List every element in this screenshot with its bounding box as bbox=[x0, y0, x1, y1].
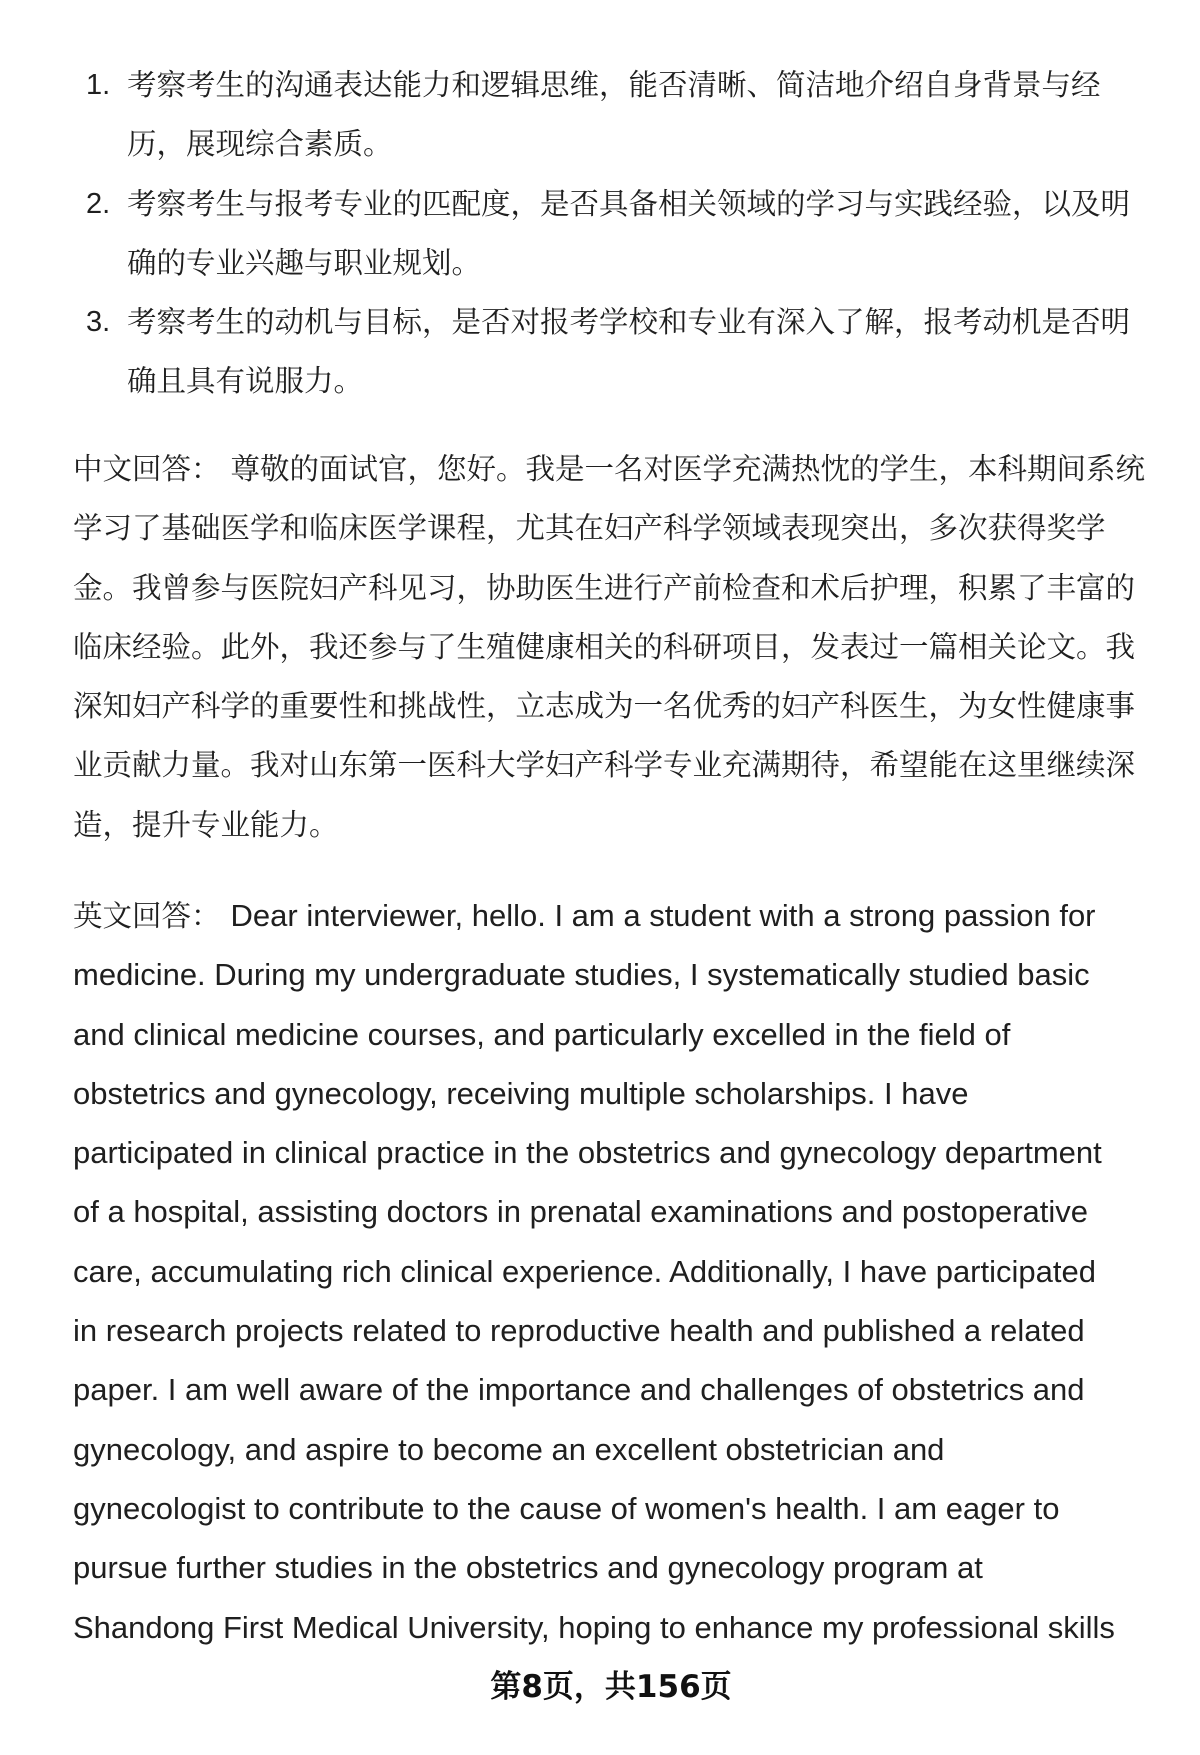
list-item bbox=[0, 175, 1200, 294]
chinese-answer-label: 中文回答： bbox=[73, 452, 221, 486]
text-line: 学习了基础医学和临床医学课程，尤其在妇产科学领域表现突出，多次获得奖学 bbox=[73, 511, 1106, 546]
text-line: obstetrics and gynecology, receiving multiple scholarships. I have bbox=[73, 1075, 969, 1111]
text-line: and clinical medicine courses, and particularly excelled in the field of bbox=[73, 1016, 1011, 1052]
text-line: 金。我曾参与医院妇产科见习，协助医生进行产前检查和术后护理，积累了丰富的 bbox=[73, 570, 1136, 605]
text-line: 确的专业兴趣与职业规划。 bbox=[127, 245, 482, 280]
text-line: of a hospital, assisting doctors in prenatal examinations and postoperative bbox=[73, 1194, 1088, 1230]
text-line: 考察考生的动机与目标，是否对报考学校和专业有深入了解，报考动机是否明 bbox=[127, 305, 1131, 340]
text-line: in research projects related to reproductive health and published a related bbox=[73, 1313, 1085, 1349]
text-line: 确且具有说服力。 bbox=[127, 364, 364, 399]
chinese-answer-paragraph bbox=[0, 440, 1200, 855]
text-line: 临床经验。此外，我还参与了生殖健康相关的科研项目，发表过一篇相关论文。我 bbox=[73, 629, 1136, 664]
text-line: Shandong First Medical University, hoping to enhance my professional skills bbox=[73, 1609, 1115, 1645]
text-line: 造，提升专业能力。 bbox=[73, 807, 339, 842]
text-line: 考察考生与报考专业的匹配度，是否具备相关领域的学习与实践经验，以及明 bbox=[127, 186, 1131, 221]
text-line: pursue further studies in the obstetrics and gynecology program at bbox=[73, 1550, 983, 1586]
list-number: 3. bbox=[86, 306, 111, 339]
text-line bbox=[0, 440, 1200, 499]
text-segment: 尊敬的面试官，您好。我是一名对医学充满热忱的学生，本科期间系统 bbox=[230, 452, 1146, 486]
english-answer-paragraph bbox=[0, 886, 1200, 1657]
text-line: gynecology, and aspire to become an excellent obstetrician and bbox=[73, 1431, 945, 1467]
text-line: 历，展现综合素质。 bbox=[127, 127, 393, 162]
text-line: 业贡献力量。我对山东第一医科大学妇产科学专业充满期待，希望能在这里继续深 bbox=[73, 748, 1136, 783]
text-line: paper. I am well aware of the importance and challenges of obstetrics and bbox=[73, 1372, 1085, 1408]
text-line: care, accumulating rich clinical experience. Additionally, I have participated bbox=[73, 1253, 1096, 1289]
list-item bbox=[0, 293, 1200, 412]
text-line: gynecologist to contribute to the cause of women's health. I am eager to bbox=[73, 1490, 1060, 1526]
text-line bbox=[0, 886, 1200, 945]
english-answer-label: 英文回答： bbox=[73, 899, 221, 933]
text-line: 考察考生的沟通表达能力和逻辑思维，能否清晰、简洁地介绍自身背景与经 bbox=[127, 68, 1101, 102]
criteria-list bbox=[0, 56, 1200, 412]
list-item bbox=[0, 56, 1200, 175]
list-number: 2. bbox=[86, 187, 111, 220]
text-line: medicine. During my undergraduate studies, I systematically studied basic bbox=[73, 957, 1090, 993]
text-segment: Dear interviewer, hello. I am a student with a strong passion for bbox=[230, 898, 1096, 933]
text-line: participated in clinical practice in the obstetrics and gynecology department bbox=[73, 1135, 1102, 1171]
text-line: 深知妇产科学的重要性和挑战性，立志成为一名优秀的妇产科医生，为女性健康事 bbox=[73, 689, 1136, 724]
page-indicator: 第8页，共156页 bbox=[490, 1669, 732, 1705]
list-number: 1. bbox=[86, 69, 111, 101]
